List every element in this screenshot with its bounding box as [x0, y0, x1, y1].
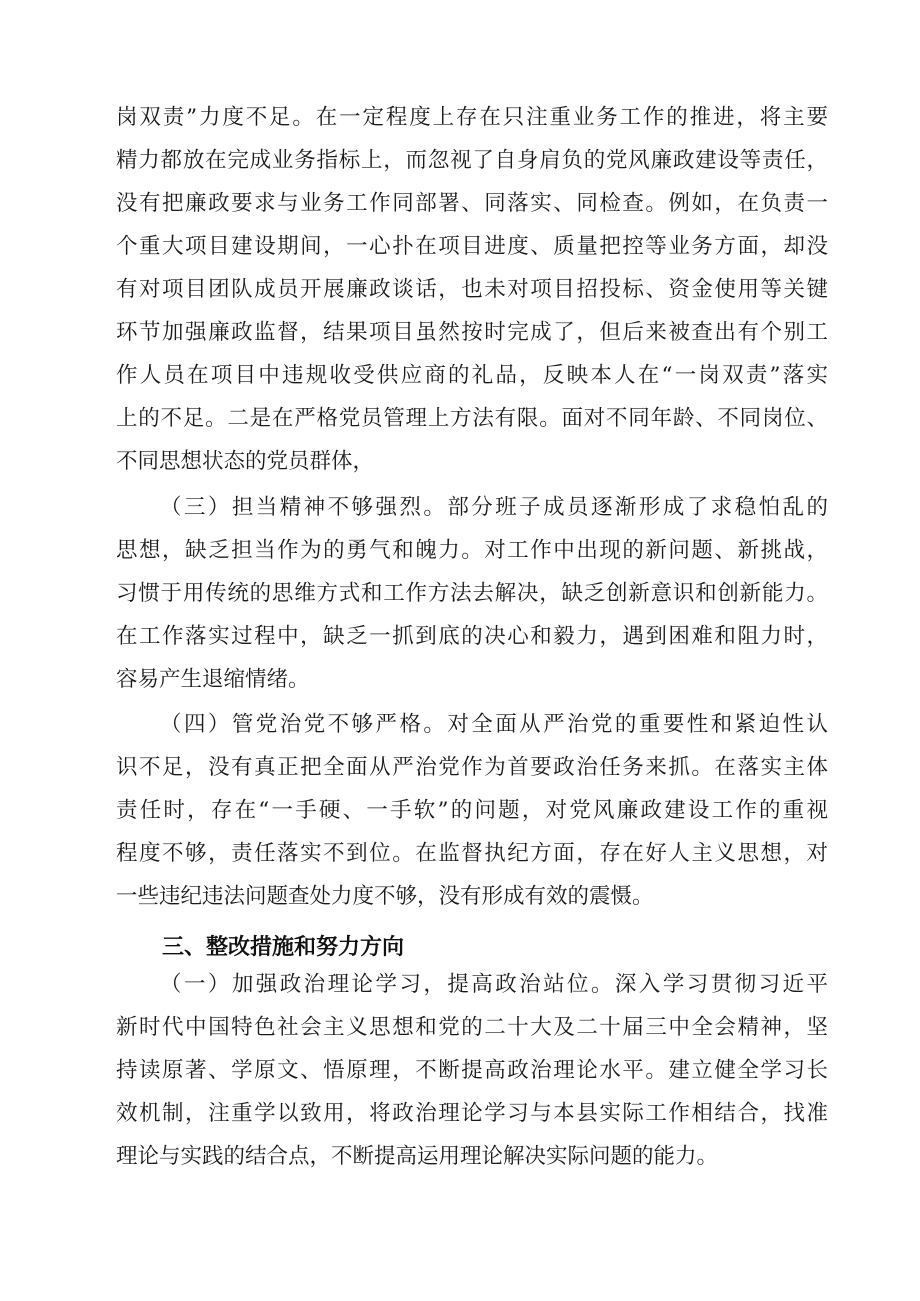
paragraph-1-line-3: 没有把廉政要求与业务工作同部署、同落实、同检查。例如，在负责一 — [116, 191, 828, 216]
paragraph-2-line-4: 在工作落实过程中，缺乏一抓到底的决心和毅力，遇到困难和阻力时， — [116, 624, 828, 649]
section-heading: 三、整改措施和努力方向 — [162, 935, 405, 960]
paragraph-1-line-5: 有对项目团队成员开展廉政谈话，也未对项目招投标、资金使用等关键 — [116, 277, 828, 302]
paragraph-4-line-1: （一）加强政治理论学习，提高政治站位。深入学习贯彻习近平 — [160, 972, 828, 997]
paragraph-2-line-3: 习惯于用传统的思维方式和工作方法去解决，缺乏创新意识和创新能力。 — [116, 581, 828, 606]
paragraph-3-line-4: 程度不够，责任落实不到位。在监督执纪方面，存在好人主义思想，对 — [116, 841, 828, 866]
paragraph-1-line-8: 上的不足。二是在严格党员管理上方法有限。面对不同年龄、不同岗位、 — [116, 406, 828, 431]
paragraph-1-line-7: 作人员在项目中违规收受供应商的礼品，反映本人在“一岗双责”落实 — [116, 363, 828, 388]
paragraph-1-line-4: 个重大项目建设期间，一心扑在项目进度、质量把控等业务方面，却没 — [116, 234, 828, 259]
paragraph-1-line-1: 岗双责”力度不足。在一定程度上存在只注重业务工作的推进，将主要 — [116, 105, 828, 130]
paragraph-4-line-5: 理论与实践的结合点，不断提高运用理论解决实际问题的能力。 — [116, 1144, 719, 1169]
paragraph-1-line-2: 精力都放在完成业务指标上，而忽视了自身肩负的党风廉政建设等责任， — [116, 148, 828, 173]
paragraph-3-line-3: 责任时，存在“一手硬、一手软”的问题，对党风廉政建设工作的重视 — [116, 798, 828, 823]
paragraph-2-line-1: （三）担当精神不够强烈。部分班子成员逐渐形成了求稳怕乱的 — [160, 495, 828, 520]
paragraph-4-line-2: 新时代中国特色社会主义思想和党的二十大及二十届三中全会精神，坚 — [116, 1015, 828, 1040]
paragraph-1-line-9: 不同思想状态的党员群体， — [116, 449, 375, 474]
paragraph-2-line-2: 思想，缺乏担当作为的勇气和魄力。对工作中出现的新问题、新挑战， — [116, 538, 828, 563]
paragraph-3-line-2: 识不足，没有真正把全面从严治党作为首要政治任务来抓。在落实主体 — [116, 755, 828, 780]
paragraph-3-line-5: 一些违纪违法问题查处力度不够，没有形成有效的震慑。 — [116, 884, 654, 909]
paragraph-4-line-3: 持读原著、学原文、悟原理，不断提高政治理论水平。建立健全学习长 — [116, 1058, 828, 1083]
paragraph-4-line-4: 效机制，注重学以致用，将政治理论学习与本县实际工作相结合，找准 — [116, 1101, 828, 1126]
paragraph-1-line-6: 环节加强廉政监督，结果项目虽然按时完成了，但后来被查出有个别工 — [116, 320, 828, 345]
paragraph-3-line-1: （四）管党治党不够严格。对全面从严治党的重要性和紧迫性认 — [160, 712, 828, 737]
paragraph-2-line-5: 容易产生退缩情绪。 — [116, 667, 310, 692]
